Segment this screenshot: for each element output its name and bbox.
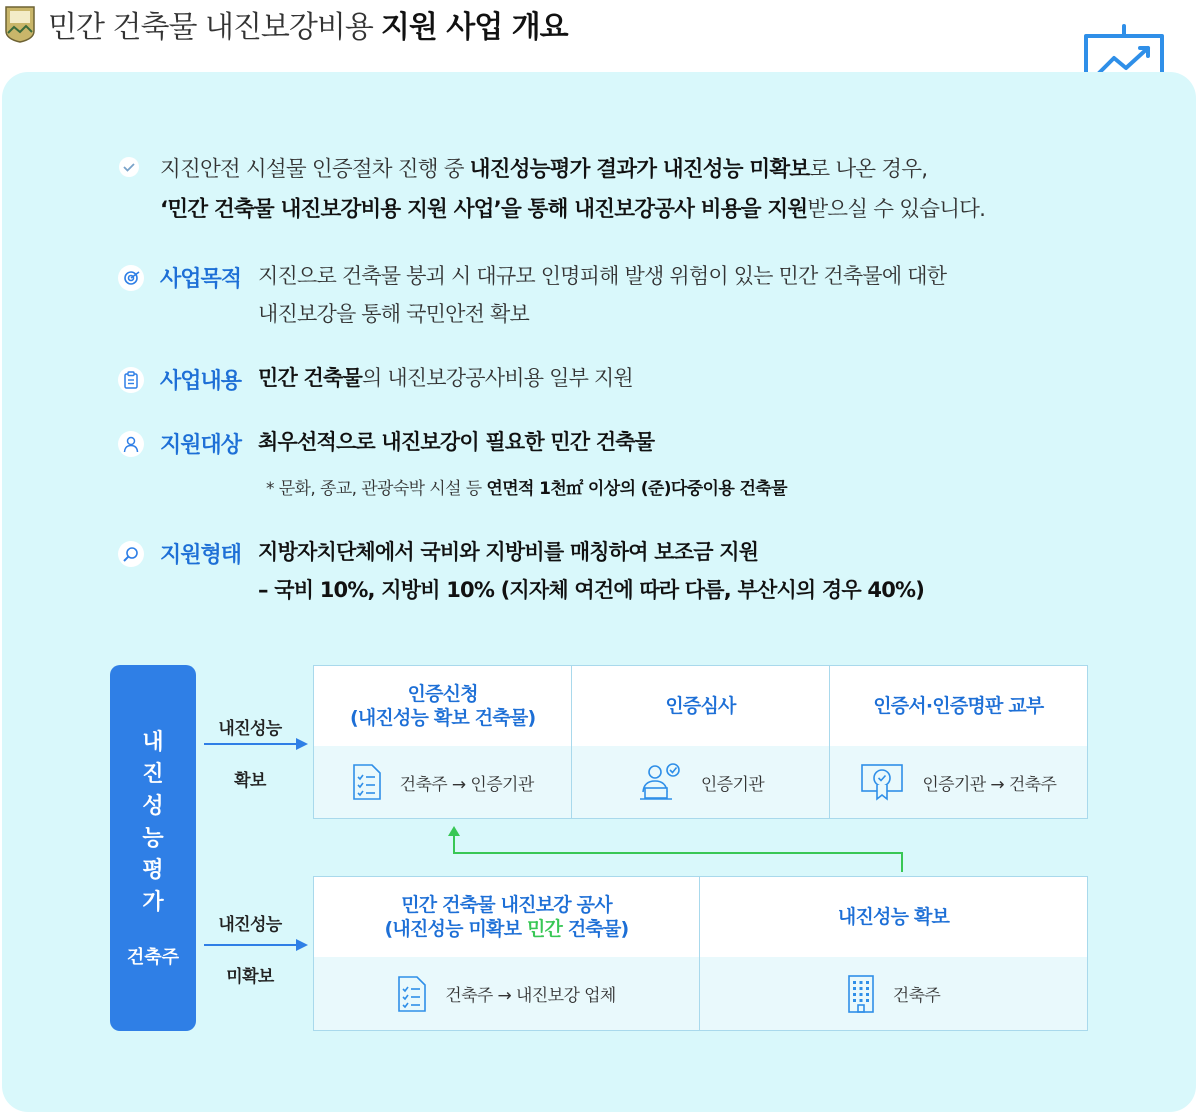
secured-label-2: 확보 [234, 771, 266, 791]
note-text: * 문화, 종교, 관광숙박 시설 등 [266, 479, 487, 499]
evaluation-bar-sub: 건축주 [126, 947, 180, 968]
unsecured-label-2: 미확보 [226, 967, 274, 987]
purpose-text [258, 257, 946, 333]
reviewer-laptop-icon [637, 762, 683, 802]
bar-char: 평 [142, 858, 164, 883]
intro-text: 지진안전 시설물 인증절차 진행 중 [160, 157, 470, 182]
form-line-1: 지방자치단체에서 국비와 지방비를 매칭하여 보조금 지원 [258, 540, 759, 564]
secured-label-1: 내진성능 [218, 719, 282, 739]
intro-bold: 내진성능평가 결과가 내진성능 미확보 [469, 157, 810, 182]
emblem-badge-icon [4, 5, 36, 43]
bar-char: 성 [142, 794, 164, 819]
purpose-line-1: 지진으로 건축물 붕괴 시 대규모 인명피해 발생 위험이 있는 민간 건축물에 대한 [258, 264, 947, 288]
bar-char: 가 [142, 890, 164, 915]
building-icon [847, 974, 875, 1014]
purpose-item [118, 262, 946, 333]
content-label: 사업내용 [160, 369, 242, 394]
magnifier-icon [118, 541, 144, 567]
check-icon [118, 156, 140, 178]
title-bold: 지원 사업 개요 [380, 10, 568, 45]
step-title: 민간 건축물 내진보강 공사 [401, 894, 612, 916]
content-rest: 의 내진보강공사비용 일부 지원 [361, 366, 633, 390]
target-text: 최우선적으로 내진보강이 필요한 민간 건축물 [258, 430, 655, 454]
step-actor: 건축주 [892, 986, 941, 1006]
step-body [572, 746, 828, 818]
step-head [700, 877, 1087, 957]
step-head [314, 666, 571, 746]
intro-text: 받으실 수 있습니다. [807, 197, 986, 222]
form-label: 지원형태 [160, 543, 242, 568]
person-icon [118, 431, 144, 457]
intro-line-2 [160, 190, 985, 230]
return-connector [446, 826, 906, 872]
step-actor: 인증기관 [700, 774, 765, 795]
flow-step-issue [830, 666, 1087, 818]
title-light: 민간 건축물 내진보강비용 [48, 10, 373, 45]
intro-bold: ‘민간 건축물 내진보강비용 지원 사업’을 통해 내진보강공사 비용을 지원 [160, 197, 808, 222]
target-item [118, 428, 654, 461]
step-body [314, 746, 571, 818]
content-text [258, 359, 633, 397]
step-title: 인증심사 [665, 695, 736, 717]
arrow-right-icon [204, 737, 308, 751]
checklist-document-icon [352, 763, 382, 801]
step-title: 인증신청 [407, 683, 478, 705]
intro-line-1 [160, 150, 985, 190]
certificate-icon [860, 763, 904, 801]
reinforcement-flow [313, 876, 1088, 1031]
subtitle-part: (내진성능 미확보 [384, 918, 527, 940]
step-actor: 건축주 → 인증기관 [399, 774, 534, 795]
subtitle-highlight: 민간 [526, 918, 563, 940]
step-body [314, 957, 699, 1030]
note-bold: 연면적 1천㎡ 이상의 (준)다중이용 건축물 [486, 479, 787, 499]
unsecured-label-1: 내진성능 [218, 915, 282, 935]
evaluation-bar [110, 665, 196, 1031]
step-actor: 인증기관 → 건축주 [922, 774, 1057, 795]
form-line-2: – 국비 10%, 지방비 10% (지자체 여건에 따라 다름, 부산시의 경우 40%) [258, 578, 925, 602]
step-body [700, 957, 1087, 1030]
content-item [118, 364, 633, 397]
step-title: 내진성능 확보 [837, 906, 950, 928]
flow-step-reinforcement [314, 877, 700, 1030]
target-note [266, 474, 787, 499]
intro-section [118, 150, 1118, 230]
target-label: 지원대상 [160, 433, 242, 458]
step-head [572, 666, 828, 746]
flow-step-secured [700, 877, 1087, 1030]
step-subtitle: (내진성능 확보 건축물) [349, 707, 536, 729]
flow-step-review [572, 666, 829, 818]
purpose-line-2: 내진보강을 통해 국민안전 확보 [258, 302, 529, 326]
step-body [830, 746, 1087, 818]
bar-char: 진 [142, 762, 164, 787]
step-actor: 건축주 → 내진보강 업체 [445, 986, 616, 1006]
intro-text: 로 나온 경우, [809, 157, 928, 182]
page-header [4, 4, 568, 44]
subtitle-part: 건축물) [562, 918, 629, 940]
bar-char: 능 [142, 826, 164, 851]
content-bold: 민간 건축물 [258, 366, 362, 390]
flow-step-application [314, 666, 572, 818]
bar-char: 내 [142, 730, 164, 755]
step-head [830, 666, 1087, 746]
step-title: 인증서·인증명판 교부 [873, 695, 1044, 717]
page-title [48, 2, 568, 46]
clipboard-icon [118, 367, 144, 393]
form-item [118, 538, 924, 609]
step-head [314, 877, 699, 957]
certification-flow [313, 665, 1088, 819]
evaluation-bar-title [110, 727, 196, 919]
form-text [258, 533, 924, 609]
step-subtitle [385, 917, 629, 941]
target-icon [118, 265, 144, 291]
checklist-document-icon [397, 975, 427, 1013]
purpose-label: 사업목적 [160, 267, 242, 292]
arrow-right-icon [204, 938, 308, 952]
